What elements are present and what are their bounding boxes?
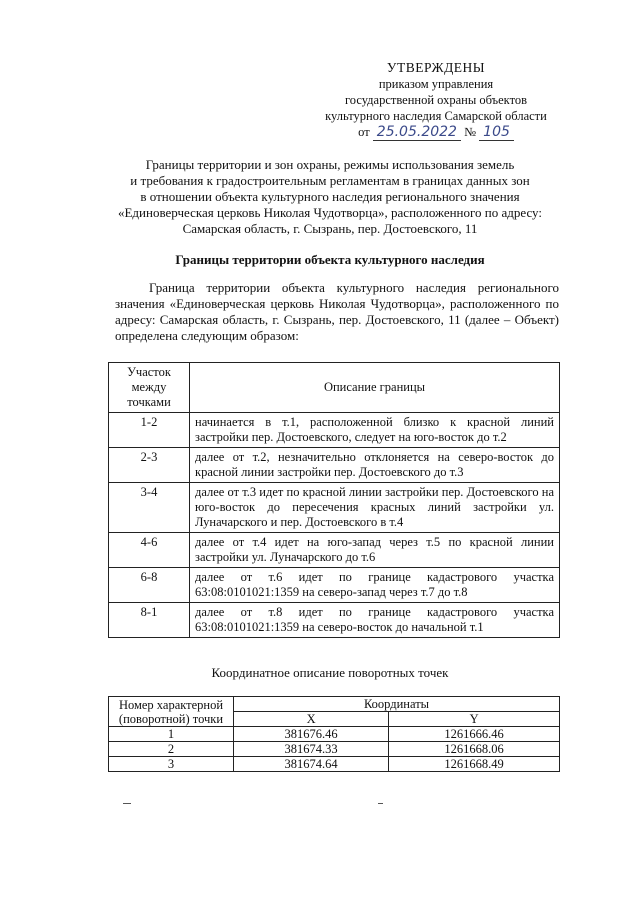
approval-heading: УТВЕРЖДЕНЫ (386, 60, 486, 75)
y-cell: 1261666.46 (389, 727, 560, 742)
x-cell: 381674.64 (234, 757, 389, 772)
y-cell: 1261668.49 (389, 757, 560, 772)
table-row (109, 483, 560, 533)
approval-line-3: культурного наследия Самарской области (325, 109, 547, 123)
header-point-line-2: (поворотной) точки (118, 711, 224, 726)
coordinates-title: Координатное описание поворотных точек (211, 665, 449, 680)
scan-mark (123, 803, 131, 804)
table-row (109, 568, 560, 603)
header-point-line-1: Номер характерной (118, 697, 224, 712)
approval-block (316, 60, 556, 140)
x-cell: 381674.33 (234, 742, 389, 757)
description-cell: начинается в т.1, расположенной близко к красной линий застройки пер. Достоевского, следует на юго-восток до т.2 (190, 413, 560, 448)
coordinates-header-row (109, 697, 560, 712)
table-row (109, 533, 560, 568)
number-label: № (464, 125, 477, 139)
header-y: Y (389, 712, 560, 727)
document-title-line-1: Границы территории и зон охраны, режимы использования земель (145, 157, 515, 172)
section-title: Границы территории объекта культурного наследия (175, 252, 485, 267)
table-row (109, 448, 560, 483)
table-row (109, 727, 560, 742)
document-title-line-2: и требования к градостроительным регламентам в границах данных зон (130, 173, 530, 188)
header-description: Описание границы (190, 363, 560, 413)
order-line (316, 124, 556, 140)
document-title-line-3: в отношении объекта культурного наследия регионального значения (140, 189, 520, 204)
description-cell: далее от т.8 идет по границе кадастрового участка 63:08:0101021:1359 на северо-восток до начальной т.1 (190, 603, 560, 638)
approval-line-1: приказом управления (378, 77, 494, 91)
segment-cell: 8-1 (109, 603, 190, 638)
segment-cell: 1-2 (109, 413, 190, 448)
x-cell: 381676.46 (234, 727, 389, 742)
segment-cell: 3-4 (109, 483, 190, 533)
table-row (109, 603, 560, 638)
document-title-line-5: Самарская область, г. Сызрань, пер. Достоевского, 11 (182, 221, 478, 236)
boundary-table-header (109, 363, 560, 413)
segment-cell: 4-6 (109, 533, 190, 568)
description-cell: далее от т.3 идет по красной линии застройки пер. Достоевского на юго-восток до пересечения красных линий застройки ул. Луначарского и пер. Достоевского в т.4 (190, 483, 560, 533)
table-row (109, 413, 560, 448)
order-date: 25.05.2022 (373, 124, 461, 141)
coordinates-table (108, 696, 560, 772)
document-title (100, 157, 560, 237)
y-cell: 1261668.06 (389, 742, 560, 757)
segment-cell: 2-3 (109, 448, 190, 483)
header-segment: Участок между точками (109, 363, 190, 413)
description-cell: далее от т.2, незначительно отклоняется на северо-восток до красной линии застройки пер. Достоевского до т.3 (190, 448, 560, 483)
point-cell: 1 (109, 727, 234, 742)
header-x: X (234, 712, 389, 727)
from-label: от (358, 125, 370, 139)
header-coordinates: Координаты (234, 697, 560, 712)
segment-cell: 6-8 (109, 568, 190, 603)
intro-paragraph: Граница территории объекта культурного наследия регионального значения «Единоверческая церковь Николая Чудотворца», расположенного по адресу: Самарская область, г. Сызрань, пер. Достоевского, 11 (далее – Объект) определена следующим образом: (115, 280, 559, 343)
header-point (109, 697, 234, 727)
description-cell: далее от т.4 идет на юго-запад через т.5 по красной линии застройки ул. Луначарского до т.6 (190, 533, 560, 568)
description-cell: далее от т.6 идет по границе кадастрового участка 63:08:0101021:1359 на северо-запад через т.7 до т.8 (190, 568, 560, 603)
boundary-table (108, 362, 560, 638)
document-title-line-4: «Единоверческая церковь Николая Чудотворца», расположенного по адресу: (117, 205, 542, 220)
order-number: 105 (479, 124, 514, 141)
point-cell: 3 (109, 757, 234, 772)
table-row (109, 742, 560, 757)
scan-mark (378, 803, 383, 804)
approval-line-2: государственной охраны объектов (344, 93, 528, 107)
point-cell: 2 (109, 742, 234, 757)
table-row (109, 757, 560, 772)
